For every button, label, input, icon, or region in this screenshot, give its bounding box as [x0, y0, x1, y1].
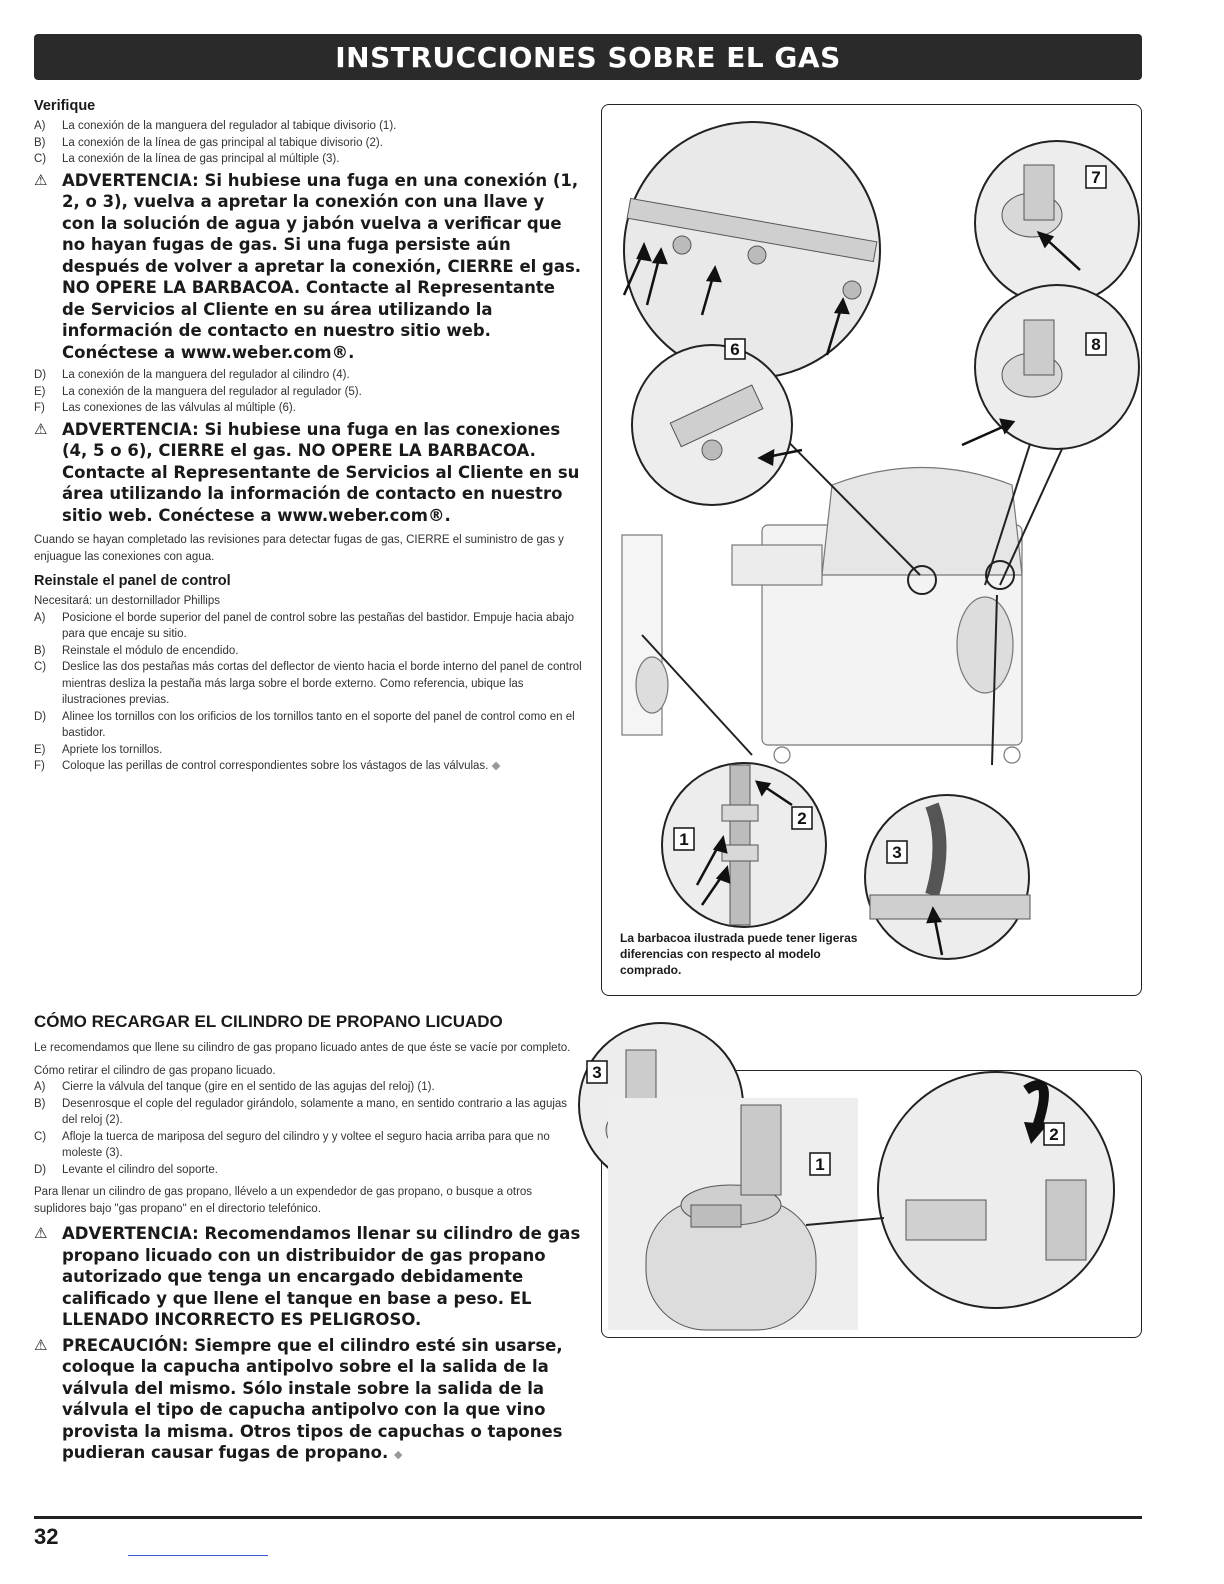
figure-caption: La barbacoa ilustrada puede tener ligeras diferencias con respecto al modelo comprado. — [620, 931, 858, 977]
warning-icon: ⚠ — [34, 1224, 48, 1242]
check-heading: Verifique — [34, 98, 96, 114]
list-item: C) Afloje la tuerca de mariposa del seguro del cilindro y y voltee el seguro hacia arriba para que no moleste (3). — [34, 1130, 550, 1159]
list-item: F) Las conexiones de las válvulas al múltiple (6). — [34, 402, 296, 414]
warning-icon: ⚠ — [34, 170, 48, 189]
callout-label: 2 — [797, 809, 807, 828]
list-item: B) Desenrosque el cople del regulador girándolo, solamente a mano, en sentido contrario a las agujas del reloj (2). — [34, 1097, 568, 1126]
warning-block: ⚠ ADVERTENCIA: Recomendamos llenar su cilindro de gas propano licuado con un distribuidor de gas propano autorizado que tenga un encargado debidamente calificado y que llene el tanque en base a peso. EL LLENADO INCORRECTO ES PELIGROSO. — [34, 1224, 581, 1329]
caution-block: ⚠ PRECAUCIÓN: Siempre que el cilindro esté sin usarse, coloque la capucha antipolvo sobre el la salida de la válvula del mismo. Sólo instale sobre la salida de la válvula el tipo de capucha antipolvo con la que vino provista la misma. Otros tipos de capuchas o tapones pudieran causar fugas de propano. ◆ — [34, 1335, 582, 1466]
reinstall-heading: Reinstale el panel de control — [34, 573, 231, 589]
refill-section — [34, 1012, 582, 1470]
warning-block: ⚠ ADVERTENCIA: Si hubiese una fuga en una conexión (1, 2, o 3), vuelva a apretar la conexión con una llave y con la solución de agua y jabón vuelva a verificar que no hayan fugas de gas. Si una fuga persiste aún después de volver a apretar la conexión, CIERRE el gas. NO OPERE LA BARBACOA. Contacte al Representante de Servicios al Cliente en su área utilizando la información de contacto en nuestro sitio web. Conéctese a www.weber.com®. — [34, 170, 582, 362]
footer-rule — [34, 1516, 1142, 1519]
callout-label: 7 — [1091, 168, 1101, 187]
callout-label: 8 — [1091, 335, 1101, 354]
fill-paragraph: Para llenar un cilindro de gas propano, llévelo a un expendedor de gas propano, o busque a otros suplidores bajo "gas propano" en el directorio telefónico. — [34, 1186, 533, 1215]
callout-label: 3 — [592, 1063, 602, 1082]
leak-check-illustration — [602, 105, 1141, 995]
closing-paragraph: Cuando se hayan completado las revisiones para detectar fugas de gas, CIERRE el suministro de gas y enjuague las conexiones con agua. — [34, 534, 564, 563]
page-number: 32 — [34, 1524, 59, 1549]
callout-label: 1 — [679, 830, 689, 849]
callout-label: 6 — [730, 340, 740, 359]
list-item: C) La conexión de la línea de gas principal al múltiple (3). — [34, 153, 340, 165]
list-item: E) Apriete los tornillos. — [34, 743, 163, 756]
cylinder-illustration — [566, 1010, 1146, 1340]
check-list-2 — [34, 367, 582, 417]
list-item: A) La conexión de la manguera del regulador al tabique divisorio (1). — [34, 120, 397, 132]
end-mark-icon: ◆ — [491, 760, 501, 772]
list-item: A) Cierre la válvula del tanque (gire en el sentido de las agujas del reloj) (1). — [34, 1081, 435, 1093]
list-item: C) Deslice las dos pestañas más cortas del deflector de viento hacia el borde interno del panel de control mientras desliza la pestaña más larga sobre el borde externo. Como referencia, ubique las ilustraciones previas. — [34, 661, 582, 706]
page-title: INSTRUCCIONES SOBRE EL GAS — [335, 40, 841, 74]
warning-block: ⚠ ADVERTENCIA: Si hubiese una fuga en las conexiones (4, 5 o 6), CIERRE el gas. NO OPERE LA BARBACOA. Contacte al Representante de Servicios al Cliente en su área utilizando la información de contacto en nuestro sitio web. Conéctese a www.weber.com®. — [34, 419, 580, 525]
warning-icon: ⚠ — [34, 1335, 48, 1354]
list-item: F) Coloque las perillas de control correspondientes sobre los vástagos de las válvulas. ◆ — [34, 760, 501, 772]
list-item: D) Levante el cilindro del soporte. — [34, 1163, 218, 1176]
list-item: D) La conexión de la manguera del regulador al cilindro (4). — [34, 369, 350, 381]
list-item: D) Alinee los tornillos con los orificios de los tornillos tanto en el soporte del panel de control como en el bastidor. — [34, 710, 575, 739]
reinstall-list — [34, 610, 582, 775]
link-underline — [128, 1555, 268, 1556]
list-item: A) Posicione el borde superior del panel de control sobre las pestañas del bastidor. Empuje hacia abajo para que encaje su sitio. — [34, 611, 575, 640]
list-item: B) Reinstale el módulo de encendido. — [34, 644, 239, 657]
check-list-1 — [34, 118, 582, 168]
callout-label: 1 — [815, 1155, 825, 1174]
refill-list — [34, 1079, 582, 1178]
list-item: B) La conexión de la línea de gas principal al tabique divisorio (2). — [34, 136, 383, 149]
needs-text: Necesitará: un destornillador Phillips — [34, 595, 221, 607]
refill-intro: Le recomendamos que llene su cilindro de gas propano licuado antes de que éste se vacíe por completo. — [34, 1042, 571, 1054]
callout-label: 3 — [892, 843, 902, 862]
warning-icon: ⚠ — [34, 419, 48, 438]
refill-heading: CÓMO RECARGAR EL CILINDRO DE PROPANO LICUADO — [34, 1012, 503, 1031]
leak-check-figure — [601, 104, 1142, 996]
callout-label: 2 — [1049, 1125, 1059, 1144]
remove-intro: Cómo retirar el cilindro de gas propano licuado. — [34, 1064, 276, 1077]
end-mark-icon: ◆ — [394, 1448, 403, 1461]
section-banner — [34, 34, 1142, 80]
check-section — [34, 98, 582, 775]
list-item: E) La conexión de la manguera del regulador al regulador (5). — [34, 385, 362, 398]
